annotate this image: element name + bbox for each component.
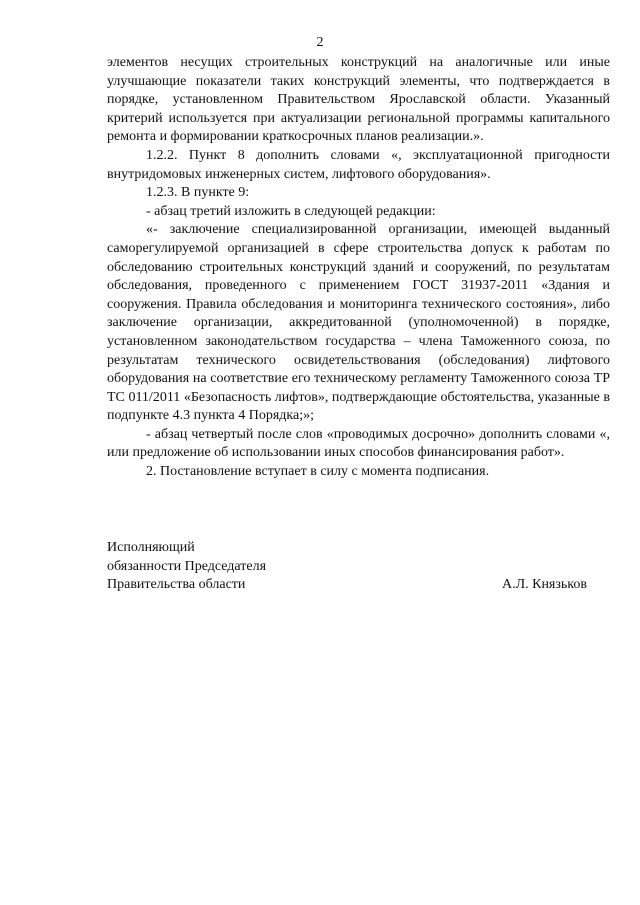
paragraph-clause-1-2-2: 1.2.2. Пункт 8 дополнить словами «, эксплуатационной пригодности внутридомовых инженерных систем, лифтового оборудования». bbox=[107, 147, 610, 182]
page-number: 2 bbox=[316, 35, 324, 50]
signatory-name: А.Л. Князьков bbox=[502, 577, 587, 593]
paragraph-clause-1-2-3: 1.2.3. В пункте 9: bbox=[146, 185, 250, 201]
paragraph-quoted-conclusion: «- заключение специализированной организации, имеющей выданный саморегулируемой организацией в сфере строительства допуск к работам по обследованию строительных конструкций зданий и сооружений, по результатам обследования, проведенного с применением ГОСТ 31937-2011 «Здания и сооружения. Правила обследования и мониторинга технического состояния», либо заключение организации, аккредитованной (уполномоченной) в порядке, установленном законодательством государства – члена Таможенного союза, по результатам технического освидетельствования (обследования) лифтового оборудования на соответствие его техническому регламенту Таможенного союза ТР ТС 011/2011 «Безопасность лифтов», подтверждающие обстоятельства, указанные в подпункте 4.3 пункта 4 Порядка;»; bbox=[107, 222, 610, 424]
signature-last-row bbox=[107, 576, 587, 595]
paragraph-item-third: - абзац третий изложить в следующей редакции: bbox=[146, 203, 436, 219]
signature-title-line-3: Правительства области bbox=[107, 577, 246, 593]
paragraph-effective-date: 2. Постановление вступает в силу с момента подписания. bbox=[146, 464, 490, 480]
paragraph-continuation: элементов несущих строительных конструкций на аналогичные или иные улучшающие показатели таких конструкций элементы, что подтверждается в порядке, установленном Правительством Ярославской области. Указанный критерий используется при актуализации региональной программы капитального ремонта и формировании краткосрочных планов реализации.». bbox=[107, 55, 610, 145]
paragraph-item-fourth: - абзац четвертый после слов «проводимых досрочно» дополнить словами «, или предложение об использовании иных способов финансирования работ». bbox=[107, 426, 610, 461]
document-body bbox=[107, 54, 610, 482]
signature-title-line-2: обязанности Председателя bbox=[107, 558, 267, 574]
signature-block bbox=[107, 539, 587, 595]
signature-title-line-1: Исполняющий bbox=[107, 540, 195, 555]
